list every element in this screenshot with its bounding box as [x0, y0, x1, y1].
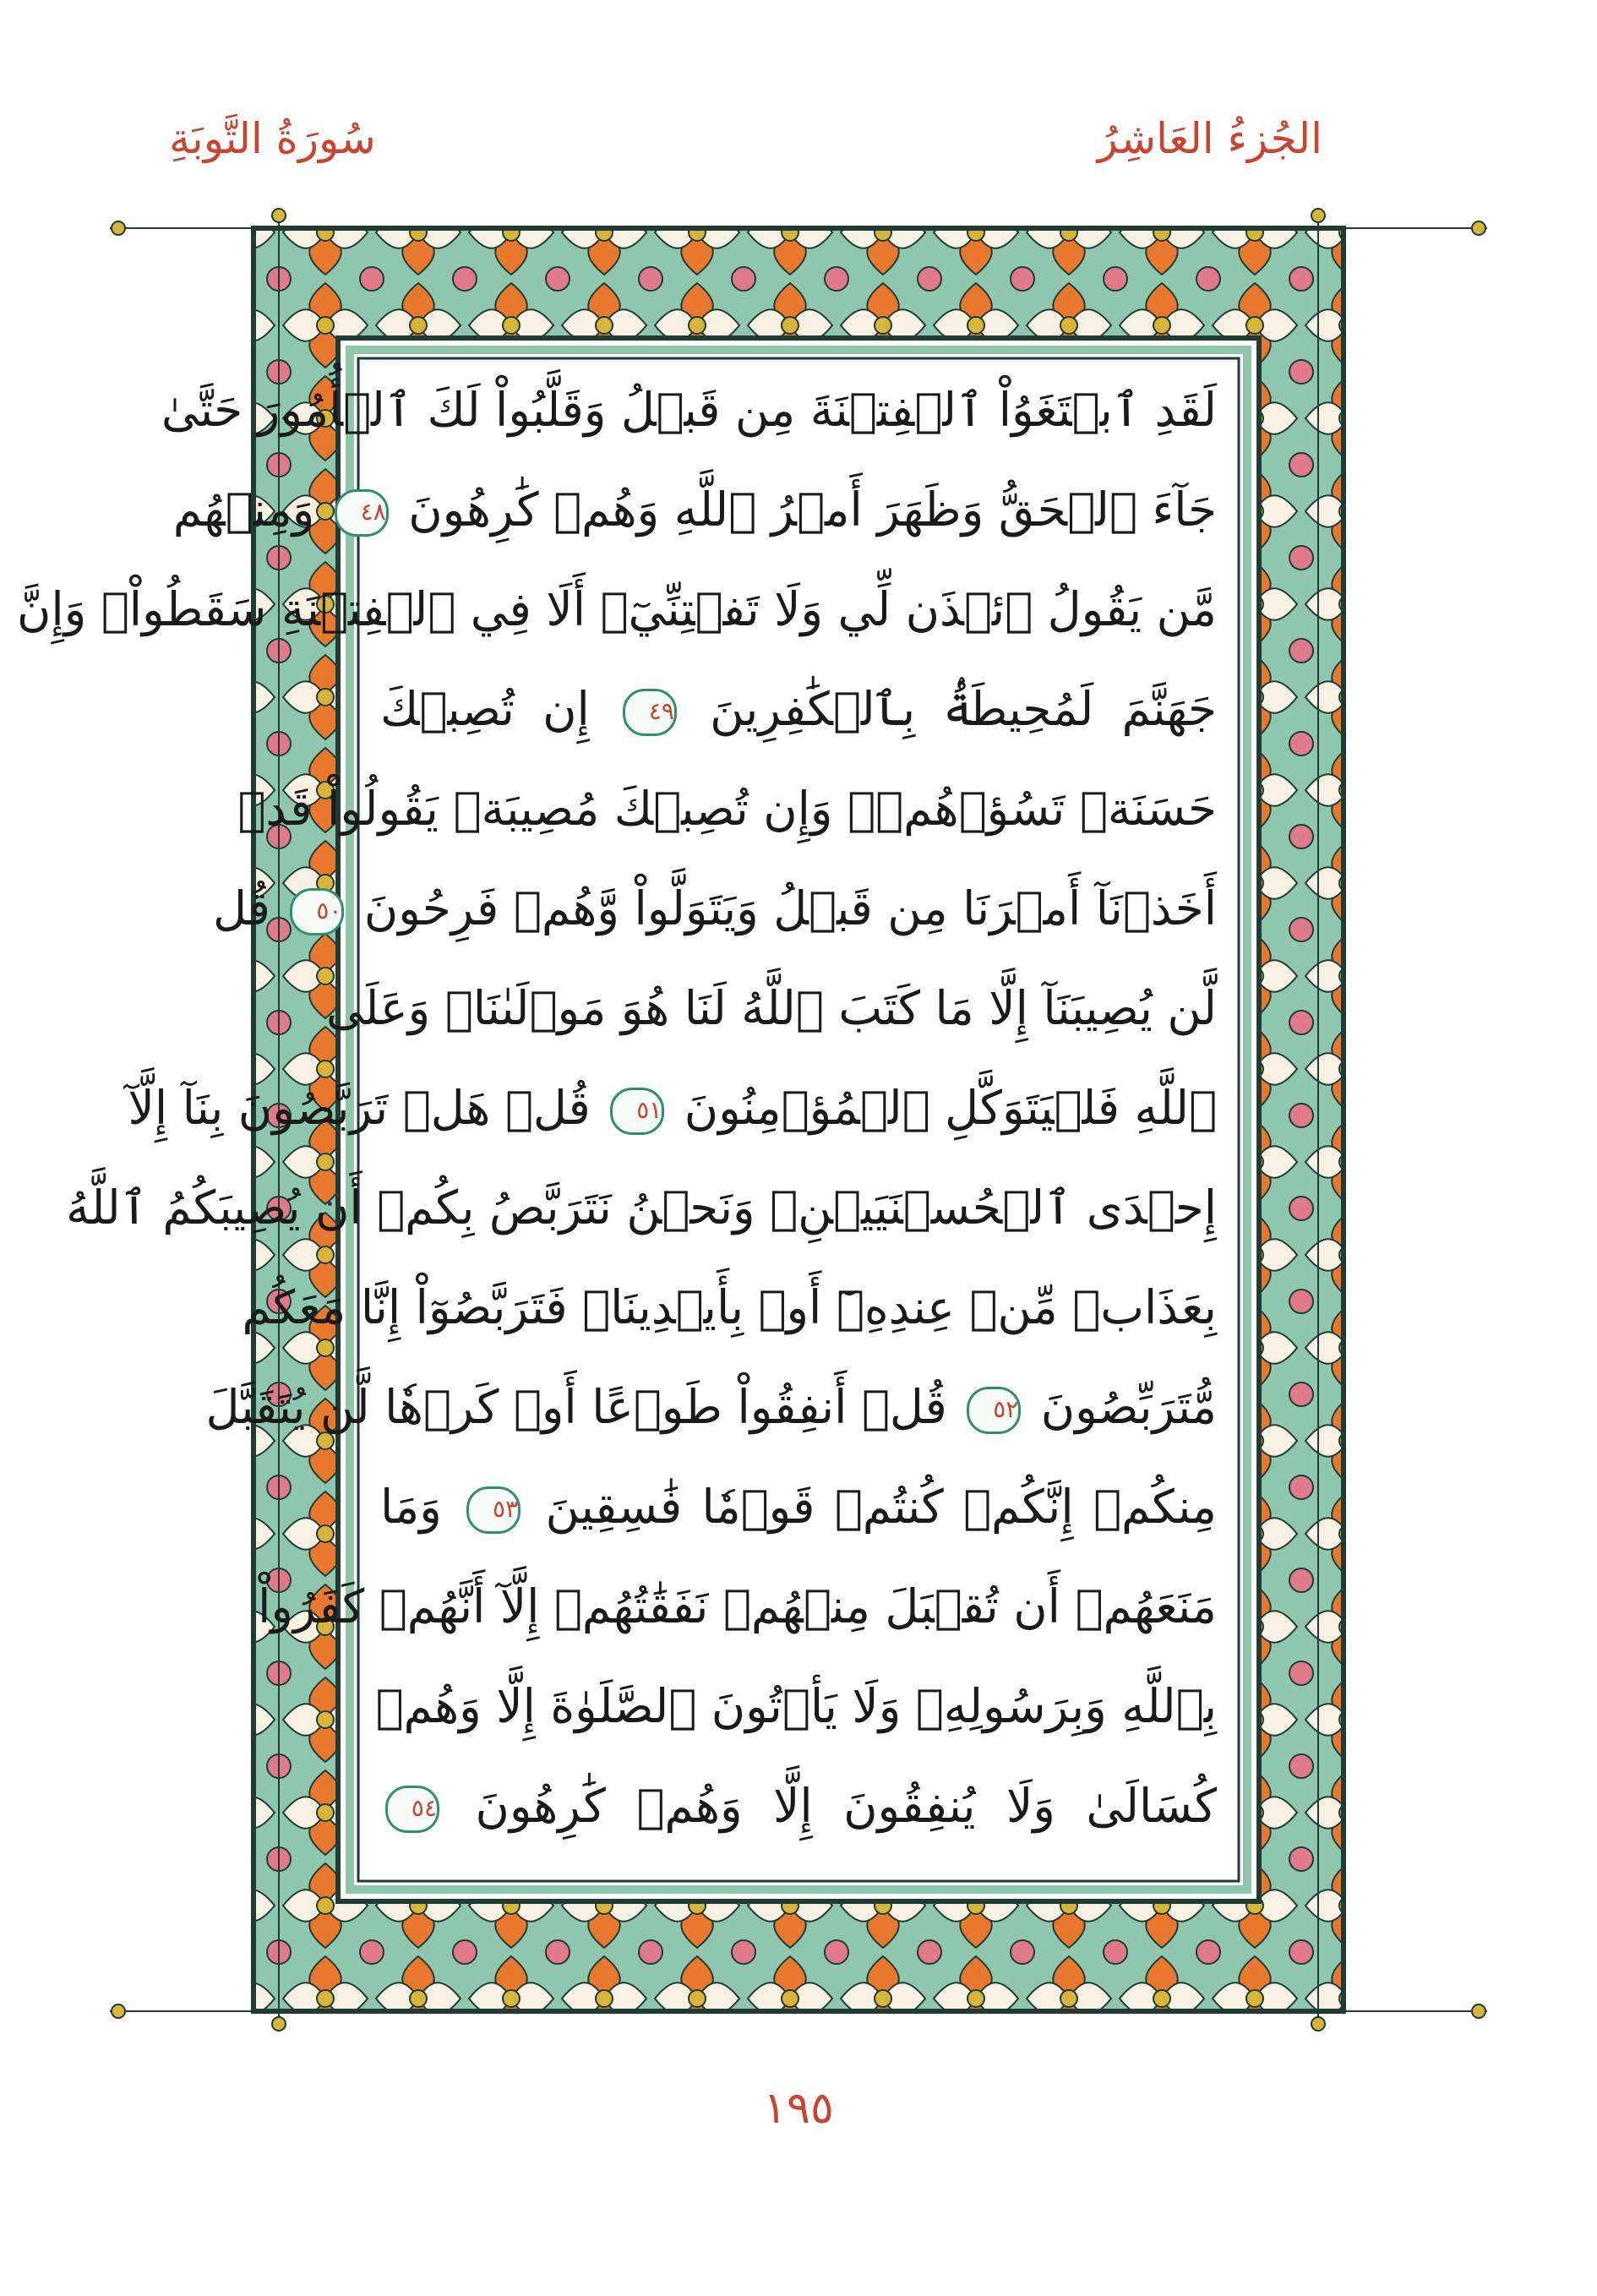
text-line-12: مِنكُمۡ إِنَّكُمۡ كُنتُمۡ قَوۡمٗا فَٰسِقِينَ ٥٣ وَمَا	[380, 1480, 1217, 1534]
text-line-13: مَنَعَهُمۡ أَن تُقۡبَلَ مِنۡهُمۡ نَفَقَٰتُهُمۡ إِلَّآ أَنَّهُمۡ كَفَرُواْ	[258, 1579, 1217, 1633]
text-line-9: إِحۡدَى ٱلۡحُسۡنَيَيۡنِۖ وَنَحۡنُ نَتَرَبَّصُ بِكُمۡ أَن يُصِيبَكُمُ ٱللَّهُ	[66, 1181, 1217, 1235]
ayah-marker-53: ٥٣	[466, 1486, 521, 1534]
page-number: ١٩٥	[763, 2083, 834, 2134]
ayah-marker-50: ٥٠	[290, 888, 344, 935]
text-line-2: جَآءَ ٱلۡحَقُّ وَظَهَرَ أَمۡرُ ٱللَّهِ وَهُمۡ كَٰرِهُونَ ٤٨ وَمِنۡهُم	[172, 483, 1217, 537]
text-line-5: حَسَنَةٞ تَسُؤۡهُمۡۖ وَإِن تُصِبۡكَ مُصِيبَةٞ يَقُولُواْ قَدۡ	[237, 782, 1217, 836]
text-line-6: أَخَذۡنَآ أَمۡرَنَا مِن قَبۡلُ وَيَتَوَلَّواْ وَّهُمۡ فَرِحُونَ ٥٠ قُل	[212, 881, 1217, 935]
text-line-7: لَّن يُصِيبَنَآ إِلَّا مَا كَتَبَ ٱللَّهُ لَنَا هُوَ مَوۡلَىٰنَاۚ وَعَلَى	[325, 981, 1217, 1035]
ayah-marker-49: ٤٩	[623, 689, 677, 736]
juz-header: الجُزءُ العَاشِرُ	[1097, 114, 1322, 163]
text-line-15: كُسَالَىٰ وَلَا يُنفِقُونَ إِلَّا وَهُمۡ كَٰرِهُونَ ٥٤	[380, 1759, 1217, 1852]
surah-header: سُورَةُ التَّوبَةِ	[169, 114, 376, 163]
text-area	[17, 363, 1234, 1876]
text-line-10: بِعَذَابٖ مِّنۡ عِندِهِۦٓ أَوۡ بِأَيۡدِينَاۖ فَتَرَبَّصُوٓاْ إِنَّا مَعَكُم	[242, 1280, 1217, 1334]
ayah-marker-51: ٥١	[610, 1088, 664, 1135]
text-line-4: جَهَنَّمَ لَمُحِيطَةُۢ بِٱلۡكَٰفِرِينَ ٤٩ إِن تُصِبۡكَ	[380, 682, 1218, 736]
text-line-8: ٱللَّهِ فَلۡيَتَوَكَّلِ ٱلۡمُؤۡمِنُونَ ٥١ قُلۡ هَلۡ تَرَبَّصُونَ بِنَآ إِلَّآ	[128, 1081, 1217, 1135]
ayah-marker-54: ٥٤	[385, 1786, 439, 1833]
text-line-14: بِٱللَّهِ وَبِرَسُولِهِۦ وَلَا يَأۡتُونَ ٱلصَّلَوٰةَ إِلَّا وَهُمۡ	[375, 1679, 1217, 1733]
text-line-11: مُّتَرَبِّصُونَ ٥٢ قُلۡ أَنفِقُواْ طَوۡعًا أَوۡ كَرۡهٗا لَّن يُتَقَبَّلَ	[205, 1380, 1217, 1434]
text-line-3: مَّن يَقُولُ ٱئۡذَن لِّي وَلَا تَفۡتِنِّيٓۚ أَلَا فِي ٱلۡفِتۡنَةِ سَقَطُواْۗ وَإِنَّ	[17, 582, 1217, 636]
ayah-marker-52: ٥٢	[967, 1387, 1021, 1434]
text-line-1: لَقَدِ ٱبۡتَغَوُاْ ٱلۡفِتۡنَةَ مِن قَبۡلُ وَقَلَّبُواْ لَكَ ٱلۡأُمُورَ حَتَّىٰ	[161, 383, 1217, 437]
ayah-marker-48: ٤٨	[335, 489, 389, 537]
